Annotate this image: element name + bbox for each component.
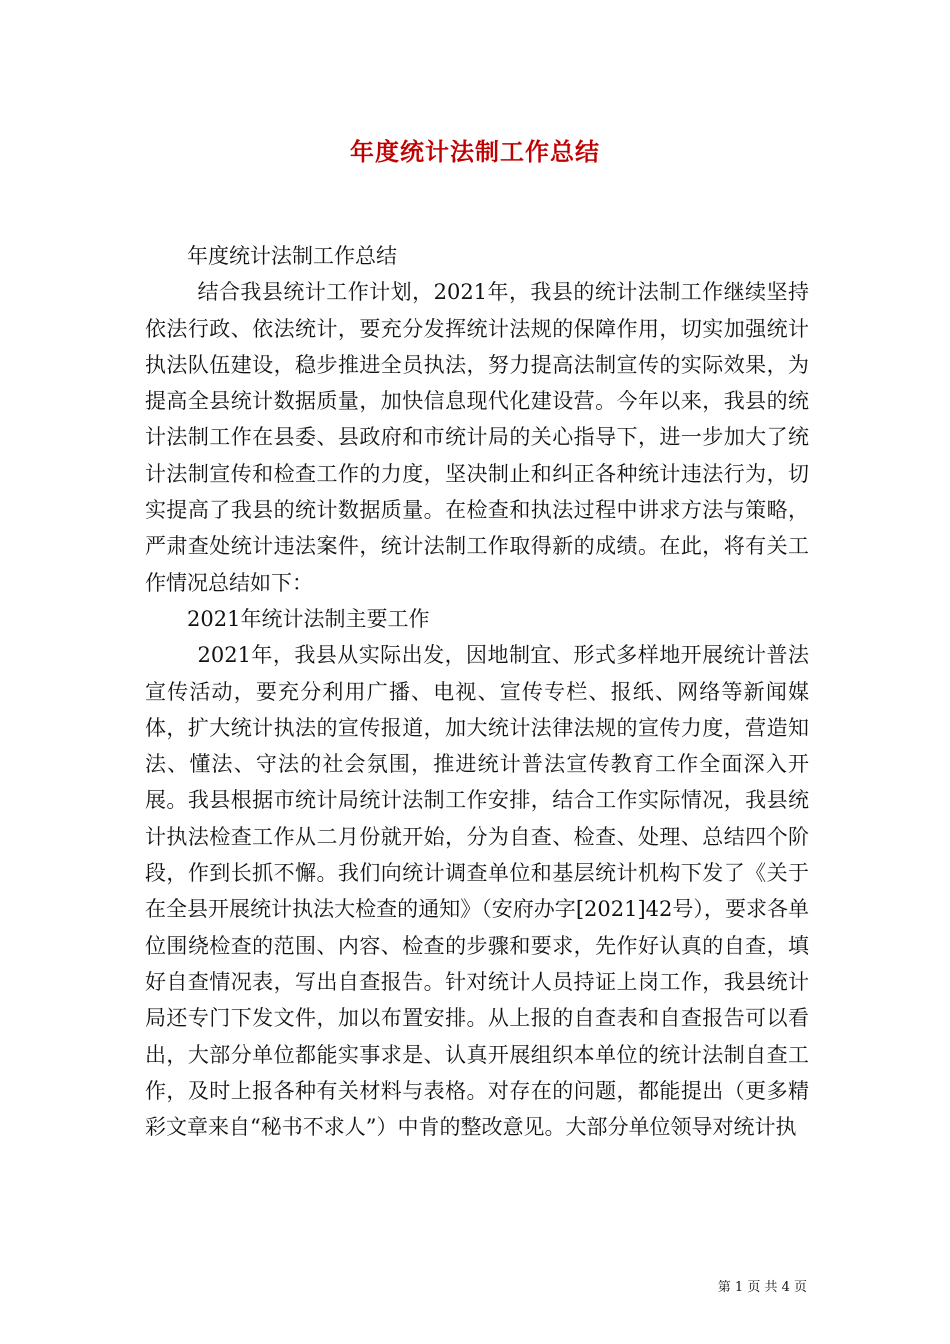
paragraph-section-body: 2021年，我县从实际出发，因地制宜、形式多样地开展统计普法宣传活动，要充分利用广播、电视、宣传专栏、报纸、网络等新闻媒体，扩大统计执法的宣传报道，加大统计法律法规的宣传力度，营造知法、懂法、守法的社会氛围，推进统计普法宣传教育工作全面深入开展。我县根据市统计局统计法制工作安排，结合工作实际情况，我县统计执法检查工作从二月份就开始，分为自查、检查、处理、总结四个阶段，作到长抓不懈。我们向统计调查单位和基层统计机构下发了《关于在全县开展统计执法大检查的通知》（安府办字[2021]42号），要求各单位围绕检查的范围、内容、检查的步骤和要求，先作好认真的自查，填好自查情况表，写出自查报告。针对统计人员持证上岗工作，我县统计局还专门下发文件，加以布置安排。从上报的自查表和自查报告可以看出，大部分单位都能实事求是、认真开展组织本单位的统计法制自查工作，及时上报各种有关材料与表格。对存在的问题，都能提出（更多精彩文章来自“秘书不求人”）中肯的整改意见。大部分单位领导对统计执 bbox=[145, 643, 809, 1140]
paragraph-subtitle: 年度统计法制工作总结 bbox=[187, 244, 397, 268]
paragraph-intro: 结合我县统计工作计划，2021年，我县的统计法制工作继续坚持依法行政、依法统计，要充分发挥统计法规的保障作用，切实加强统计执法队伍建设，稳步推进全员执法，努力提高法制宣传的实际效果，为提高全县统计数据质量，加快信息现代化建设营。今年以来，我县的统计法制工作在县委、县政府和市统计局的关心指导下，进一步加大了统计法制宣传和检查工作的力度，坚决制止和纠正各种统计违法行为，切实提高了我县的统计数据质量。在检查和执法过程中讲求方法与策略，严肃查处统计违法案件，统计法制工作取得新的成绩。在此，将有关工作情况总结如下： bbox=[145, 280, 809, 595]
document-title: 年度统计法制工作总结 bbox=[350, 137, 600, 166]
paragraph-section-heading: 2021年统计法制主要工作 bbox=[187, 606, 430, 631]
page-number: 第 1 页 共 4 页 bbox=[717, 1280, 807, 1295]
document-body bbox=[145, 238, 809, 1145]
